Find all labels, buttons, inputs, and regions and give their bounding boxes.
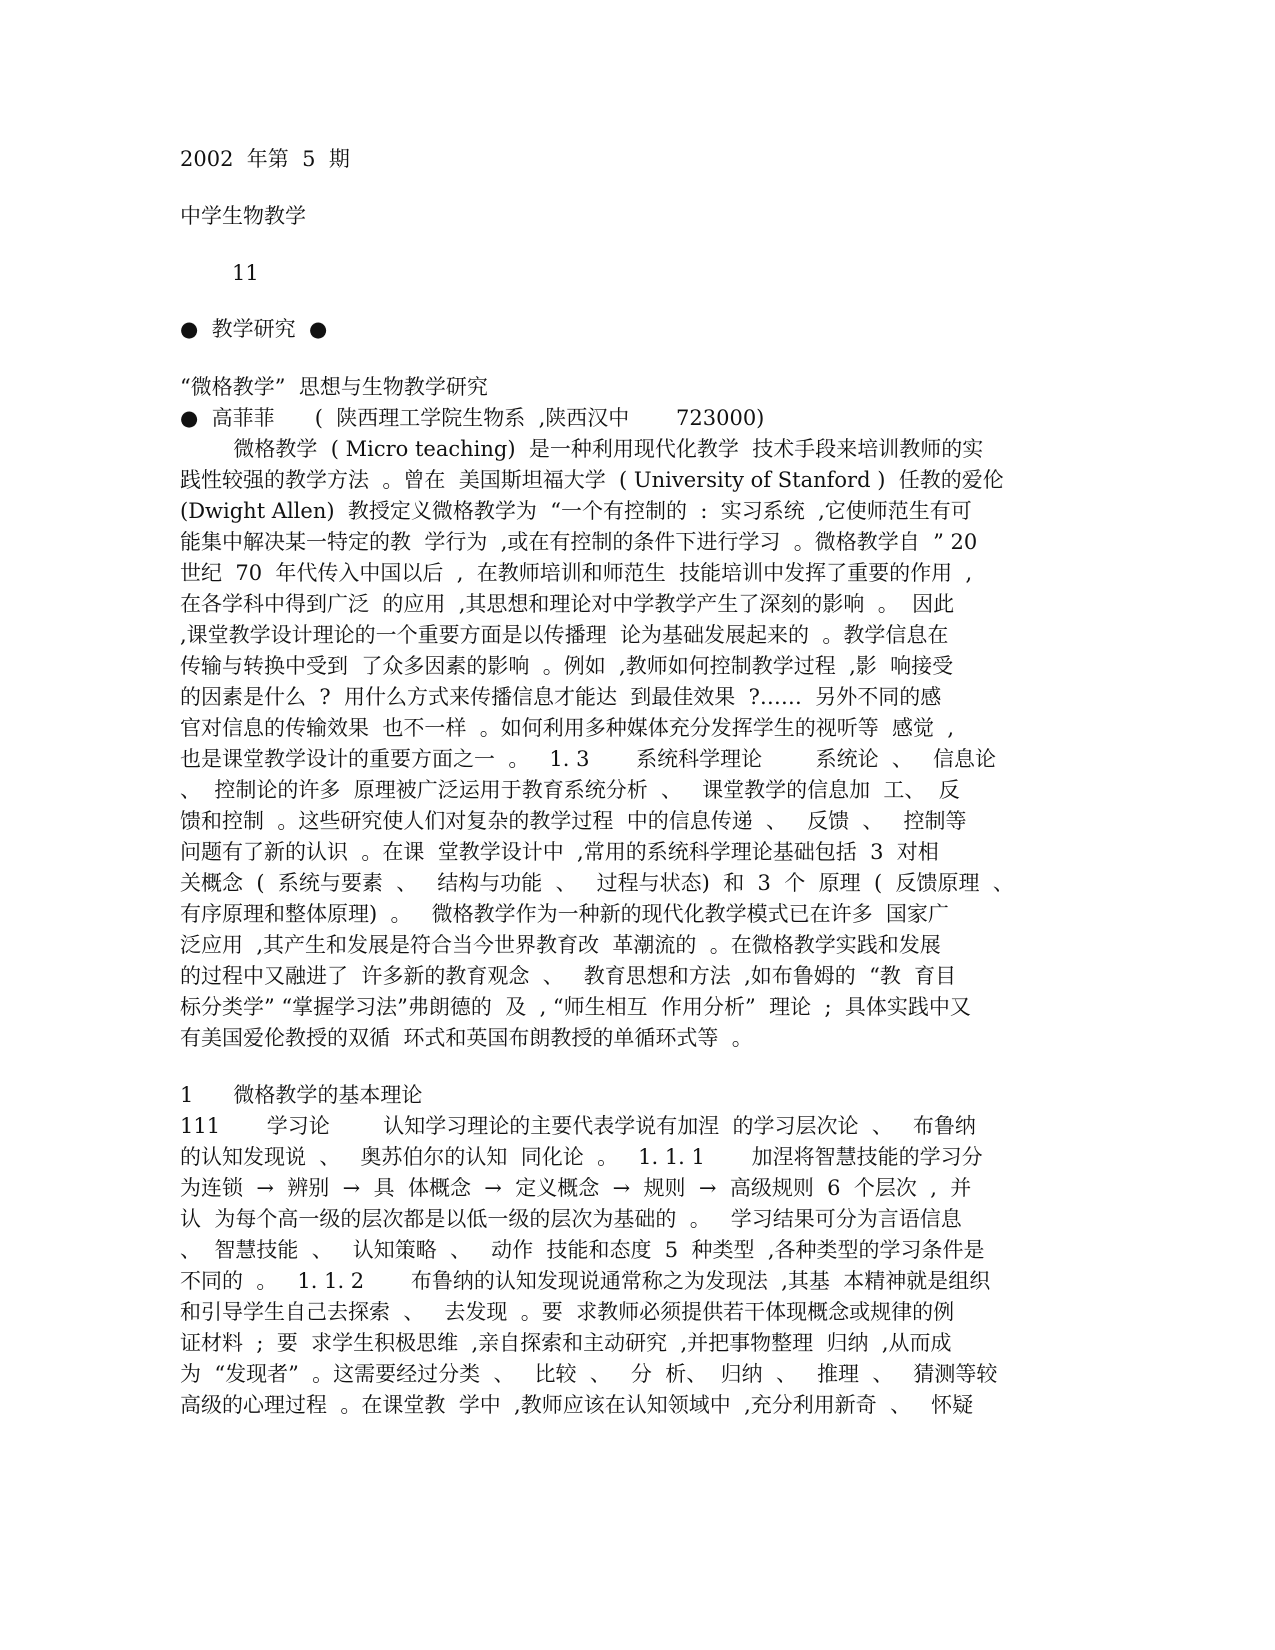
intro-line: ,课堂教学设计理论的一个重要方面是以传播理 论为基础发展起来的 。教学信息在 [180, 623, 949, 647]
section-line: 高级的心理过程 。在课堂教 学中 ,教师应该在认知领域中 ,充分利用新奇 、 怀疑 [180, 1393, 974, 1417]
intro-line: 标分类学” “掌握学习法”弗朗德的 及 , “师生相互 作用分析” 理论 ; 具体实践中又 [180, 995, 971, 1019]
section-line: 和引导学生自己去探索 、 去发现 。要 求教师必须提供若干体现概念或规律的例 [180, 1300, 955, 1324]
intro-line: 、 控制论的许多 原理被广泛运用于教育系统分析 、 课堂教学的信息加 工、 反 [180, 778, 960, 802]
intro-line: 馈和控制 。这些研究使人们对复杂的教学过程 中的信息传递 、 反馈 、 控制等 [180, 809, 967, 833]
intro-line: 的过程中又融进了 许多新的教育观念 、 教育思想和方法 ,如布鲁姆的 “教 育目 [180, 964, 957, 988]
intro-line: 问题有了新的认识 。在课 堂教学设计中 ,常用的系统科学理论基础包括 3 对相 [180, 840, 939, 864]
intro-line: 的因素是什么 ? 用什么方式来传播信息才能达 到最佳效果 ?…… 另外不同的感 [180, 685, 942, 709]
intro-line: 泛应用 ,其产生和发展是符合当今世界教育改 革潮流的 。在微格教学实践和发展 [180, 933, 941, 957]
intro-line: 在各学科中得到广泛 的应用 ,其思想和理论对中学教学产生了深刻的影响 。 因此 [180, 592, 955, 616]
author-line: ● 高菲菲 ( 陕西理工学院生物系 ,陕西汉中 723000) [180, 406, 765, 430]
intro-line: 传输与转换中受到 了众多因素的影响 。例如 ,教师如何控制教学过程 ,影 响接受 [180, 654, 954, 678]
article-title: “微格教学” 思想与生物教学研究 [180, 375, 488, 399]
intro-line: 官对信息的传输效果 也不一样 。如何利用多种媒体充分发挥学生的视听等 感觉 , [180, 716, 955, 740]
intro-line: 世纪 70 年代传入中国以后 , 在教师培训和师范生 技能培训中发挥了重要的作用 , [180, 561, 973, 585]
intro-line: 也是课堂教学设计的重要方面之一 。 1. 3 系统科学理论 系统论 、 信息论 [180, 747, 996, 771]
issue-label: 2002 年第 5 期 [180, 147, 350, 171]
intro-line: 关概念 ( 系统与要素 、 结构与功能 、 过程与状态) 和 3 个 原理 ( 反馈原理 、 [180, 871, 1014, 895]
intro-line: 有美国爱伦教授的双循 环式和英国布朗教授的单循环式等 。 [180, 1026, 753, 1050]
section-heading: 1 微格教学的基本理论 [180, 1083, 423, 1107]
section-line: 为 “发现者” 。这需要经过分类 、 比较 、 分 析、 归纳 、 推理 、 猜测等较 [180, 1362, 998, 1386]
intro-line: 践性较强的教学方法 。曾在 美国斯坦福大学 ( University of Stanford ) 任教的爱伦 [180, 468, 1004, 492]
section-line: 不同的 。 1. 1. 2 布鲁纳的认知发现说通常称之为发现法 ,其基 本精神就是组织 [180, 1269, 991, 1293]
journal-title: 中学生物教学 [180, 204, 306, 228]
section-line: 证材料 ; 要 求学生积极思维 ,亲自探索和主动研究 ,并把事物整理 归纳 ,从而成 [180, 1331, 952, 1355]
section-line: 为连锁 → 辨别 → 具 体概念 → 定义概念 → 规则 → 高级规则 6 个层次 , 并 [180, 1176, 972, 1200]
section-line: 111 学习论 认知学习理论的主要代表学说有加涅 的学习层次论 、 布鲁纳 [180, 1114, 976, 1138]
column-label: ● 教学研究 ● [180, 317, 328, 341]
intro-line: 微格教学 ( Micro teaching) 是一种利用现代化教学 技术手段来培训教师的实 [180, 437, 984, 461]
intro-line: (Dwight Allen) 教授定义微格教学为 “一个有控制的 : 实习系统 ,它使师范生有可 [180, 499, 972, 523]
section-line: 认 为每个高一级的层次都是以低一级的层次为基础的 。 学习结果可分为言语信息 [180, 1207, 962, 1231]
intro-line: 能集中解决某一特定的教 学行为 ,或在有控制的条件下进行学习 。微格教学自 ” 20 [180, 530, 978, 554]
intro-line: 有序原理和整体原理) 。 微格教学作为一种新的现代化教学模式已在许多 国家广 [180, 902, 949, 926]
page-number: 11 [232, 261, 259, 285]
section-line: 、 智慧技能 、 认知策略 、 动作 技能和态度 5 种类型 ,各种类型的学习条件是 [180, 1238, 985, 1262]
section-line: 的认知发现说 、 奥苏伯尔的认知 同化论 。 1. 1. 1 加涅将智慧技能的学习分 [180, 1145, 983, 1169]
